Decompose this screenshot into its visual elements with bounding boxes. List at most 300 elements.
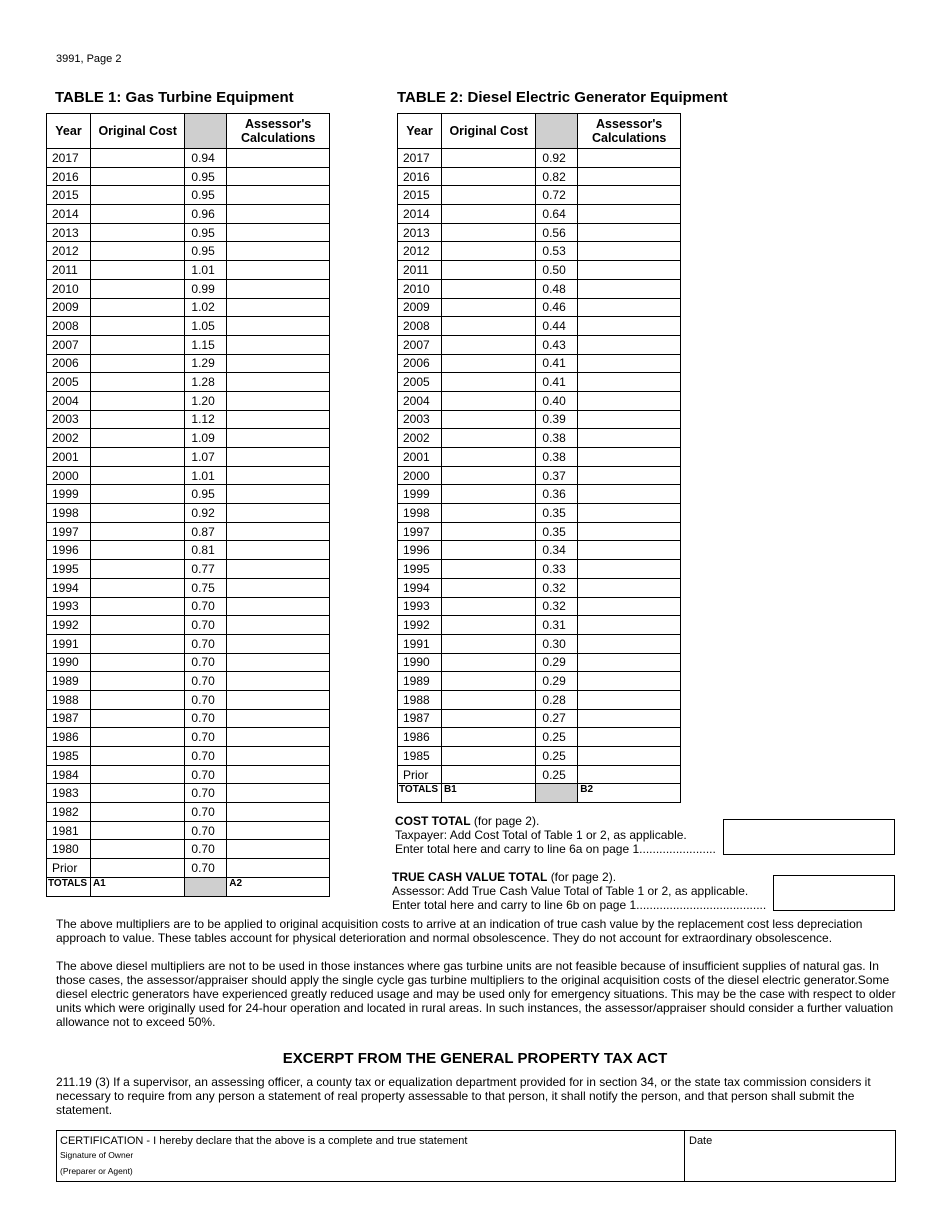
table-row [47,149,330,168]
year-cell: 2008 [47,317,91,336]
cost-total-line2: Enter total here and carry to line 6a on page 1. [395,842,643,856]
table-row [398,186,681,205]
true-cash-total-dots: ...................................... [639,898,767,912]
year-cell: 1994 [398,578,442,597]
multiplier-cell: 0.95 [185,186,227,205]
calc-total-cell[interactable]: A2 [227,877,330,896]
original-cost-cell[interactable] [90,335,184,354]
original-cost-cell[interactable] [90,242,184,261]
original-cost-cell[interactable] [90,541,184,560]
table-row [398,391,681,410]
table-row [398,541,681,560]
table-row [398,709,681,728]
assessor-calc-cell[interactable] [227,149,330,168]
original-cost-cell[interactable] [90,373,184,392]
table-row [398,205,681,224]
table-row [398,317,681,336]
multiplier-cell: 1.29 [185,354,227,373]
preparer-label: (Preparer or Agent) [60,1166,133,1176]
table-row [398,149,681,168]
multiplier-cell: 0.25 [536,765,578,784]
assessor-calc-cell[interactable] [227,335,330,354]
original-cost-cell[interactable] [90,205,184,224]
table-row [398,261,681,280]
original-cost-header: Original Cost [441,114,535,149]
original-cost-cell[interactable] [90,672,184,691]
assessor-calc-cell[interactable] [227,672,330,691]
original-cost-cell[interactable] [441,410,535,429]
original-cost-cell[interactable] [441,466,535,485]
table-row [47,466,330,485]
original-cost-cell[interactable] [441,223,535,242]
assessor-calc-cell[interactable] [227,784,330,803]
year-cell: 1992 [398,616,442,635]
table-row [47,354,330,373]
original-cost-cell[interactable] [90,578,184,597]
year-cell: 2009 [398,298,442,317]
assessor-calc-cell[interactable] [578,317,681,336]
original-cost-cell[interactable] [441,504,535,523]
year-cell: 2004 [47,391,91,410]
table-row [398,653,681,672]
original-cost-cell[interactable] [90,485,184,504]
multiplier-cell: 0.96 [185,205,227,224]
assessor-calc-cell[interactable] [227,261,330,280]
assessor-calc-cell[interactable] [578,261,681,280]
assessor-calc-cell[interactable] [578,279,681,298]
assessor-calc-cell[interactable] [578,709,681,728]
multiplier-cell: 0.32 [536,578,578,597]
assessor-calc-cell[interactable] [578,653,681,672]
calc-total-cell[interactable]: B2 [578,784,681,803]
assessor-calc-cell[interactable] [578,504,681,523]
year-cell: 1985 [47,747,91,766]
original-cost-cell[interactable] [441,541,535,560]
cost-total-input[interactable] [723,819,895,855]
multiplier-cell: 0.38 [536,429,578,448]
assessor-calc-cell[interactable] [578,448,681,467]
assessor-calc-cell[interactable] [227,504,330,523]
year-cell: 2012 [398,242,442,261]
multiplier-cell: 0.25 [536,728,578,747]
assessor-calc-cell[interactable] [227,205,330,224]
year-cell: 2001 [47,448,91,467]
assessor-calc-cell[interactable] [227,541,330,560]
assessor-calc-cell[interactable] [578,522,681,541]
assessor-calc-cell[interactable] [227,317,330,336]
multiplier-cell: 0.53 [536,242,578,261]
assessor-calc-cell[interactable] [227,223,330,242]
original-cost-cell[interactable] [441,765,535,784]
original-cost-cell[interactable] [90,690,184,709]
table-row [47,672,330,691]
original-cost-cell[interactable] [441,709,535,728]
assessor-calc-cell[interactable] [227,653,330,672]
original-cost-cell[interactable] [441,690,535,709]
multiplier-cell: 1.28 [185,373,227,392]
multiplier-header [536,114,578,149]
assessor-calc-cell[interactable] [578,765,681,784]
year-cell: 2010 [47,279,91,298]
original-cost-cell[interactable] [90,728,184,747]
original-cost-cell[interactable] [90,448,184,467]
table-row [47,747,330,766]
original-cost-cell[interactable] [441,205,535,224]
multiplier-cell: 0.64 [536,205,578,224]
table-row [47,784,330,803]
year-cell: 1993 [47,597,91,616]
table-row [47,429,330,448]
year-cell: 1982 [47,803,91,822]
true-cash-total-note: (for page 2). [550,870,617,884]
assessor-calc-cell[interactable] [227,466,330,485]
multiplier-cell: 0.95 [185,242,227,261]
table-row [47,765,330,784]
assessor-calc-cell[interactable] [227,373,330,392]
assessor-calc-cell[interactable] [227,578,330,597]
year-cell: 1988 [47,690,91,709]
assessor-calc-cell[interactable] [227,522,330,541]
assessor-calc-cell[interactable] [227,728,330,747]
multiplier-cell: 0.87 [185,522,227,541]
table-row [47,242,330,261]
year-cell: 2003 [398,410,442,429]
table-row [47,167,330,186]
original-cost-cell[interactable] [90,522,184,541]
year-cell: 2016 [398,167,442,186]
year-cell: 2009 [47,298,91,317]
multiplier-cell: 0.82 [536,167,578,186]
cost-total-cell[interactable]: B1 [441,784,535,803]
assessor-calc-cell[interactable] [227,859,330,878]
original-cost-cell[interactable] [441,522,535,541]
assessor-calc-cell[interactable] [578,429,681,448]
original-cost-cell[interactable] [90,149,184,168]
original-cost-cell[interactable] [441,354,535,373]
year-cell: 1999 [398,485,442,504]
multiplier-cell: 0.70 [185,784,227,803]
year-cell: 1988 [398,690,442,709]
year-cell: 1987 [47,709,91,728]
original-cost-cell[interactable] [90,391,184,410]
multiplier-cell: 0.25 [536,747,578,766]
table-row [47,840,330,859]
assessor-calc-cell[interactable] [578,541,681,560]
assessor-calc-cell[interactable] [227,167,330,186]
table-row [47,709,330,728]
multiplier-cell: 1.09 [185,429,227,448]
original-cost-cell[interactable] [441,335,535,354]
assessor-calc-cell[interactable] [578,354,681,373]
assessor-calc-cell[interactable] [578,560,681,579]
original-cost-cell[interactable] [90,279,184,298]
multiplier-cell: 1.12 [185,410,227,429]
original-cost-cell[interactable] [90,354,184,373]
table-row [47,578,330,597]
year-cell: 1996 [47,541,91,560]
assessor-calc-cell[interactable] [227,709,330,728]
multiplier-cell: 1.01 [185,466,227,485]
multiplier-cell: 0.30 [536,634,578,653]
original-cost-cell[interactable] [441,149,535,168]
assessor-calc-cell[interactable] [578,298,681,317]
table-row [47,597,330,616]
multiplier-cell: 0.27 [536,709,578,728]
original-cost-cell[interactable] [90,747,184,766]
assessor-calc-cell[interactable] [227,597,330,616]
cost-total-cell[interactable]: A1 [90,877,184,896]
table-row [398,279,681,298]
original-cost-cell[interactable] [441,261,535,280]
original-cost-cell[interactable] [90,504,184,523]
multiplier-cell: 0.48 [536,279,578,298]
multiplier-cell: 0.95 [185,167,227,186]
original-cost-cell[interactable] [441,747,535,766]
original-cost-cell[interactable] [90,410,184,429]
original-cost-cell[interactable] [90,429,184,448]
table-row [398,634,681,653]
original-cost-cell[interactable] [441,242,535,261]
year-cell: 2011 [398,261,442,280]
multiplier-cell: 0.92 [185,504,227,523]
assessor-calc-cell[interactable] [578,223,681,242]
multiplier-cell: 1.05 [185,317,227,336]
table-row [398,448,681,467]
table-row [47,690,330,709]
assessor-calc-cell[interactable] [227,186,330,205]
assessor-calc-cell[interactable] [578,485,681,504]
original-cost-cell[interactable] [441,298,535,317]
year-cell: 1993 [398,597,442,616]
year-cell: 2007 [398,335,442,354]
multiplier-cell: 0.70 [185,859,227,878]
totals-row [398,784,681,803]
assessor-calc-cell[interactable] [578,578,681,597]
table-row [398,373,681,392]
excerpt-text: 211.19 (3) If a supervisor, an assessing officer, a county tax or equalization department provided for in section 34, or the state tax commission considers it necessary to require from any person a statement of real property assessable to that person, it shall notify the person, and that person shall submit the statement. [56,1075,871,1117]
table-row [398,597,681,616]
assessor-calc-cell[interactable] [227,279,330,298]
multiplier-cell: 0.46 [536,298,578,317]
assessor-calc-cell[interactable] [227,634,330,653]
assessor-calc-cell[interactable] [227,690,330,709]
original-cost-cell[interactable] [441,634,535,653]
original-cost-cell[interactable] [441,560,535,579]
multiplier-cell: 0.75 [185,578,227,597]
multiplier-cell: 0.70 [185,747,227,766]
true-cash-total-heading: TRUE CASH VALUE TOTAL [392,870,548,884]
table-row [47,504,330,523]
multiplier-cell: 0.70 [185,728,227,747]
multiplier-cell: 0.99 [185,279,227,298]
original-cost-cell[interactable] [90,840,184,859]
original-cost-cell[interactable] [90,709,184,728]
assessor-calc-cell[interactable] [578,410,681,429]
year-cell: 2015 [47,186,91,205]
original-cost-cell[interactable] [90,298,184,317]
year-cell: 1984 [47,765,91,784]
original-cost-cell[interactable] [441,429,535,448]
original-cost-cell[interactable] [441,578,535,597]
assessor-calc-cell[interactable] [578,634,681,653]
table-row [47,261,330,280]
year-cell: 1981 [47,821,91,840]
original-cost-cell[interactable] [90,597,184,616]
year-cell: 1997 [47,522,91,541]
table-row [398,616,681,635]
assessor-calc-cell[interactable] [227,803,330,822]
original-cost-cell[interactable] [90,466,184,485]
multiplier-cell: 0.40 [536,391,578,410]
table-row [398,560,681,579]
original-cost-cell[interactable] [441,167,535,186]
assessor-calc-cell[interactable] [227,821,330,840]
multiplier-cell: 0.95 [185,223,227,242]
original-cost-cell[interactable] [441,373,535,392]
table2-title: TABLE 2: Diesel Electric Generator Equipment [397,89,728,106]
cost-total-section [395,814,725,856]
original-cost-cell[interactable] [90,784,184,803]
original-cost-cell[interactable] [441,616,535,635]
totals-multiplier-cell [536,784,578,803]
assessor-calc-cell[interactable] [227,485,330,504]
original-cost-cell[interactable] [441,317,535,336]
table-row [398,335,681,354]
assessor-calc-cell[interactable] [227,765,330,784]
cost-total-heading: COST TOTAL [395,814,471,828]
assessor-calc-cell[interactable] [578,747,681,766]
multiplier-cell: 0.70 [185,803,227,822]
original-cost-cell[interactable] [90,634,184,653]
assessor-calc-cell[interactable] [227,840,330,859]
assessor-calc-cell[interactable] [227,410,330,429]
table-row [47,560,330,579]
original-cost-cell[interactable] [90,616,184,635]
multiplier-cell: 0.43 [536,335,578,354]
assessor-calc-cell[interactable] [227,616,330,635]
original-cost-cell[interactable] [441,279,535,298]
original-cost-cell[interactable] [90,560,184,579]
diesel-generator-table [397,113,681,803]
year-cell: Prior [398,765,442,784]
table-row [47,859,330,878]
year-cell: 1983 [47,784,91,803]
original-cost-cell[interactable] [90,765,184,784]
year-cell: 1998 [398,504,442,523]
multiplier-cell: 0.29 [536,653,578,672]
assessor-calc-cell[interactable] [227,429,330,448]
year-cell: 1999 [47,485,91,504]
original-cost-cell[interactable] [90,186,184,205]
multiplier-cell: 0.50 [536,261,578,280]
original-cost-cell[interactable] [90,653,184,672]
year-cell: 2012 [47,242,91,261]
year-cell: 1989 [47,672,91,691]
multiplier-cell: 0.72 [536,186,578,205]
multiplier-cell: 0.39 [536,410,578,429]
year-cell: 2002 [398,429,442,448]
year-cell: 1992 [47,616,91,635]
assessor-calc-cell[interactable] [578,597,681,616]
year-cell: 2010 [398,279,442,298]
assessor-calc-cell[interactable] [227,747,330,766]
original-cost-cell[interactable] [90,821,184,840]
original-cost-cell[interactable] [441,597,535,616]
assessor-calc-cell[interactable] [578,616,681,635]
original-cost-cell[interactable] [90,261,184,280]
assessor-calc-cell[interactable] [578,728,681,747]
original-cost-cell[interactable] [90,317,184,336]
true-cash-total-section [392,870,772,912]
original-cost-cell[interactable] [441,448,535,467]
original-cost-header: Original Cost [90,114,184,149]
assessor-calc-cell[interactable] [578,186,681,205]
multiplier-cell: 0.32 [536,597,578,616]
multiplier-cell: 1.07 [185,448,227,467]
assessor-calc-cell[interactable] [578,149,681,168]
assessor-calc-cell[interactable] [578,672,681,691]
original-cost-cell[interactable] [90,859,184,878]
assessor-calc-header: Assessor's Calculations [227,114,330,149]
assessor-calc-cell[interactable] [227,448,330,467]
multiplier-cell: 0.37 [536,466,578,485]
assessor-calc-cell[interactable] [578,373,681,392]
original-cost-cell[interactable] [441,485,535,504]
assessor-calc-cell[interactable] [578,690,681,709]
multiplier-note-paragraph: The above multipliers are to be applied to original acquisition costs to arrive at an indication of true cash value by the replacement cost less depreciation approach to value. These tables account for physical deterioration and normal obsolescence. They do not account for extraordinary obsolescence. [56,917,863,945]
year-cell: 1980 [47,840,91,859]
signature-label: Signature of Owner [60,1150,134,1160]
assessor-calc-cell[interactable] [227,298,330,317]
original-cost-cell[interactable] [90,803,184,822]
assessor-calc-cell[interactable] [578,242,681,261]
assessor-calc-cell[interactable] [227,560,330,579]
table-row [398,410,681,429]
original-cost-cell[interactable] [441,186,535,205]
original-cost-cell[interactable] [90,223,184,242]
year-cell: 2014 [47,205,91,224]
assessor-calc-cell[interactable] [578,391,681,410]
assessor-calc-cell[interactable] [578,466,681,485]
date-label: Date [689,1135,713,1147]
assessor-calc-cell[interactable] [578,205,681,224]
table-row [47,223,330,242]
assessor-calc-cell[interactable] [578,167,681,186]
assessor-calc-cell[interactable] [227,391,330,410]
original-cost-cell[interactable] [441,653,535,672]
totals-label: TOTALS [398,784,442,803]
multiplier-cell: 0.95 [185,485,227,504]
multiplier-cell: 0.70 [185,821,227,840]
assessor-calc-cell[interactable] [578,335,681,354]
table1-title: TABLE 1: Gas Turbine Equipment [55,89,294,106]
year-cell: 1990 [398,653,442,672]
table-row [398,690,681,709]
table-row [47,522,330,541]
true-cash-total-input[interactable] [773,875,895,911]
table-row [47,803,330,822]
assessor-calc-cell[interactable] [227,242,330,261]
original-cost-cell[interactable] [441,728,535,747]
original-cost-cell[interactable] [90,167,184,186]
table-row [398,485,681,504]
table-row [47,821,330,840]
multiplier-cell: 0.36 [536,485,578,504]
assessor-calc-cell[interactable] [227,354,330,373]
multiplier-cell: 0.41 [536,354,578,373]
original-cost-cell[interactable] [441,672,535,691]
original-cost-cell[interactable] [441,391,535,410]
